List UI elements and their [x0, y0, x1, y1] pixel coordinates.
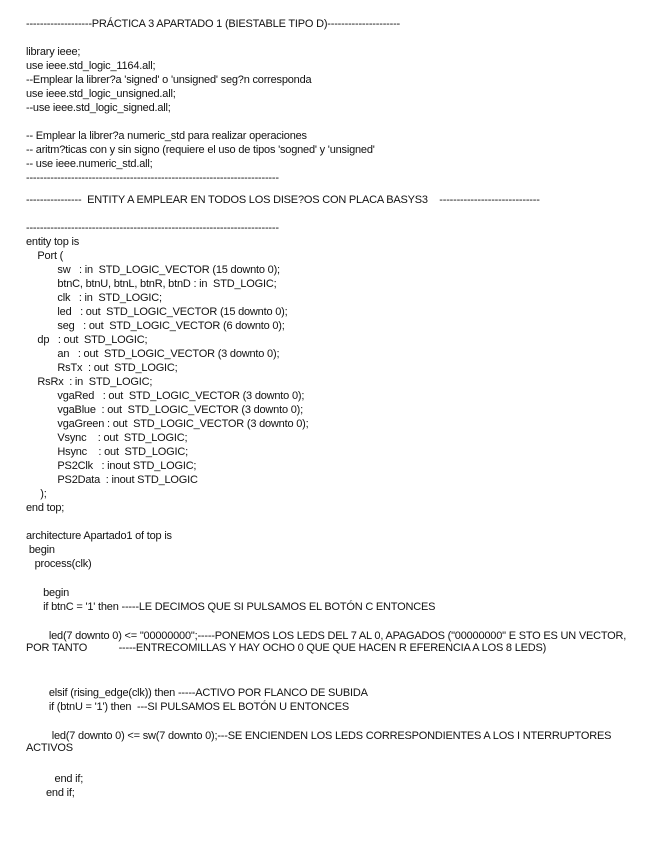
code-separator: ------------------------------------------------------------------------- — [26, 222, 279, 234]
code-line: sw : in STD_LOGIC_VECTOR (15 downto 0); — [26, 264, 280, 276]
code-line: seg : out STD_LOGIC_VECTOR (6 downto 0); — [26, 320, 285, 332]
code-line: led : out STD_LOGIC_VECTOR (15 downto 0); — [26, 306, 288, 318]
code-line: elsif (rising_edge(clk)) then -----ACTIVO POR FLANCO DE SUBIDA — [26, 687, 368, 699]
code-line: vgaRed : out STD_LOGIC_VECTOR (3 downto 0); — [26, 390, 305, 402]
code-line: if (btnU = '1') then ---SI PULSAMOS EL BOTÓN U ENTONCES — [26, 701, 350, 713]
code-line: architecture Apartado1 of top is — [26, 530, 172, 542]
code-line: ); — [26, 488, 47, 500]
code-line: --Emplear la librer?a 'signed' o 'unsigned' seg?n corresponda — [26, 74, 312, 86]
code-line: end top; — [26, 502, 65, 514]
code-line: RsRx : in STD_LOGIC; — [26, 376, 153, 388]
code-line: PS2Clk : inout STD_LOGIC; — [26, 460, 197, 472]
code-line-wrapped: led(7 downto 0) <= sw(7 downto 0);---SE ENCIENDEN LOS LEDS CORRESPONDIENTES A LOS I NTERRUPTORES ACTIVOS — [26, 730, 614, 754]
code-line: -- aritm?ticas con y sin signo (requiere el uso de tipos 'sogned' y 'unsigned' — [26, 144, 375, 156]
code-line: -- Emplear la librer?a numeric_std para realizar operaciones — [26, 130, 307, 142]
code-line: if btnC = '1' then -----LE DECIMOS QUE SI PULSAMOS EL BOTÓN C ENTONCES — [26, 601, 436, 613]
code-line: btnC, btnU, btnL, btnR, btnD : in STD_LOGIC; — [26, 278, 277, 290]
code-line: begin — [26, 544, 55, 556]
code-line: -- use ieee.numeric_std.all; — [26, 158, 153, 170]
code-line: RsTx : out STD_LOGIC; — [26, 362, 178, 374]
code-line: end if; — [26, 773, 84, 785]
code-line: begin — [26, 587, 70, 599]
code-line: use ieee.std_logic_1164.all; — [26, 60, 156, 72]
code-line: vgaGreen : out STD_LOGIC_VECTOR (3 downto 0); — [26, 418, 309, 430]
code-line: library ieee; — [26, 46, 81, 58]
code-line-wrapped: led(7 downto 0) <= "00000000";-----PONEMOS LOS LEDS DEL 7 AL 0, APAGADOS ("00000000" E STO ES UN VECTOR, POR TANTO -----ENTRECOMILLAS Y HAY OCHO 0 QUE QUE HACEN R EFERENCIA A LOS 8 LEDS) — [26, 630, 629, 654]
code-line: entity top is — [26, 236, 80, 248]
code-line-title: -------------------PRÁCTICA 3 APARTADO 1 (BIESTABLE TIPO D)--------------------- — [26, 18, 401, 30]
code-line: PS2Data : inout STD_LOGIC — [26, 474, 198, 486]
code-line: Vsync : out STD_LOGIC; — [26, 432, 188, 444]
code-line: an : out STD_LOGIC_VECTOR (3 downto 0); — [26, 348, 280, 360]
code-line: Port ( — [26, 250, 64, 262]
code-line: Hsync : out STD_LOGIC; — [26, 446, 188, 458]
code-line-entity-heading: ---------------- ENTITY A EMPLEAR EN TODOS LOS DISE?OS CON PLACA BASYS3 ----------------------------- — [26, 194, 540, 206]
code-line: dp : out STD_LOGIC; — [26, 334, 148, 346]
code-line: clk : in STD_LOGIC; — [26, 292, 162, 304]
code-line: process(clk) — [26, 558, 92, 570]
code-line: --use ieee.std_logic_signed.all; — [26, 102, 171, 114]
code-line: end if; — [26, 787, 75, 799]
code-line: use ieee.std_logic_unsigned.all; — [26, 88, 176, 100]
code-line: vgaBlue : out STD_LOGIC_VECTOR (3 downto 0); — [26, 404, 303, 416]
code-separator: ------------------------------------------------------------------------- — [26, 172, 279, 184]
